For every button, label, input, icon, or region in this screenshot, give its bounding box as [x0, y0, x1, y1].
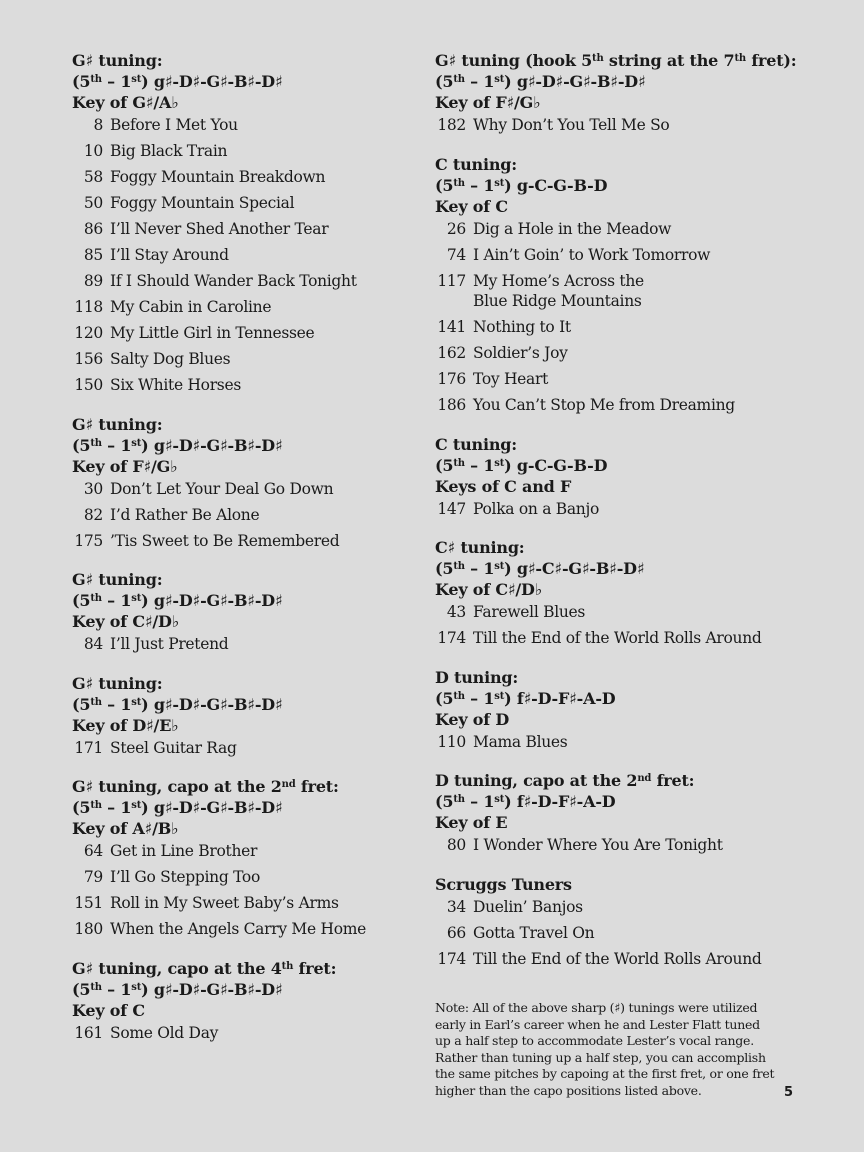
song-title: I Ain’t Goin’ to Work Tomorrow	[473, 245, 711, 264]
tuning-section	[72, 958, 412, 1044]
song-title: Six White Horses	[110, 376, 241, 394]
heading-text: – 1	[101, 798, 132, 817]
heading-text: (5	[72, 979, 91, 999]
song-title: Some Old Day	[110, 1023, 219, 1042]
song-title: Steel Guitar Rag	[110, 738, 237, 757]
song-page-number: 117	[437, 271, 466, 290]
heading-text: Key of C	[435, 196, 508, 216]
heading-text: (5	[435, 72, 454, 91]
song-title: I’ll Go Stepping Too	[110, 868, 260, 886]
song-title: Foggy Mountain Breakdown	[110, 168, 326, 186]
ordinal-suffix: th	[281, 960, 294, 972]
song-page-number: 30	[83, 479, 103, 498]
heading-text: ) f♯-D-F♯-A-D	[504, 688, 616, 708]
ordinal-suffix: st	[131, 74, 142, 85]
ordinal-suffix: st	[494, 690, 505, 702]
song-list	[72, 1023, 412, 1044]
song-entry	[435, 115, 795, 136]
heading-text: G♯ tuning, capo at the 2	[72, 777, 282, 796]
song-page-number: 141	[437, 318, 466, 336]
heading-text: Scruggs Tuners	[435, 874, 572, 894]
heading-text: Key of C	[72, 1000, 145, 1020]
song-title: Mama Blues	[473, 732, 568, 751]
heading-text: (5	[435, 688, 454, 708]
tuning-heading-line	[72, 715, 412, 736]
song-page-number: 162	[437, 344, 466, 362]
heading-text: (5	[435, 559, 454, 578]
song-page-number: 176	[437, 370, 466, 388]
heading-text: G♯ tuning:	[72, 414, 163, 434]
ordinal-suffix: th	[734, 53, 746, 64]
song-title: Foggy Mountain Special	[110, 194, 295, 212]
tuning-section	[435, 770, 795, 856]
song-page-number: 84	[83, 635, 103, 653]
heading-text: Keys of C and F	[435, 476, 572, 496]
tuning-heading-line	[435, 812, 795, 833]
song-list	[72, 841, 412, 940]
heading-text: G♯ tuning, capo at the 4	[72, 958, 282, 978]
heading-text: Key of E	[435, 813, 508, 832]
tuning-section	[435, 434, 795, 520]
song-title: ’Tis Sweet to Be Remembered	[110, 531, 340, 550]
heading-text: – 1	[101, 435, 132, 455]
song-entry	[72, 349, 412, 370]
heading-text: G♯ tuning:	[72, 673, 163, 693]
song-title: Till the End of the World Rolls Around	[473, 949, 762, 968]
heading-text: (5	[72, 435, 91, 455]
song-page-number: 171	[74, 738, 103, 757]
tuning-heading-line	[72, 92, 412, 113]
song-title: Gotta Travel On	[473, 923, 595, 942]
song-list	[435, 499, 795, 520]
song-entry	[72, 867, 412, 888]
song-page-number: 26	[446, 219, 466, 238]
ordinal-suffix: st	[131, 800, 142, 811]
ordinal-suffix: th	[453, 690, 465, 702]
song-page-number: 182	[437, 116, 466, 134]
song-entry	[72, 375, 412, 396]
ordinal-suffix: th	[453, 177, 465, 189]
tuning-heading-line	[435, 455, 795, 476]
tuning-section	[72, 776, 412, 940]
tuning-heading-line	[72, 673, 412, 694]
song-entry	[72, 919, 412, 940]
song-list	[72, 479, 412, 552]
tuning-heading-line	[72, 414, 412, 435]
tuning-heading-line	[435, 791, 795, 812]
song-title: I’d Rather Be Alone	[110, 505, 260, 524]
ordinal-suffix: st	[131, 437, 142, 449]
heading-text: Key of F♯/G♭	[72, 456, 178, 476]
song-entry	[435, 732, 795, 753]
tuning-heading-line	[435, 688, 795, 709]
heading-text: (5	[72, 72, 91, 91]
song-entry	[72, 893, 412, 914]
song-title: Dig a Hole in the Meadow	[473, 219, 672, 238]
ordinal-suffix: st	[494, 794, 505, 805]
song-list	[72, 738, 412, 759]
ordinal-suffix: th	[453, 74, 465, 85]
tuning-heading-line	[435, 579, 795, 600]
ordinal-suffix: st	[131, 696, 142, 708]
song-entry	[72, 531, 412, 552]
song-title: When the Angels Carry Me Home	[110, 920, 367, 938]
heading-text: Key of D	[435, 709, 510, 729]
heading-text: C tuning:	[435, 154, 517, 174]
song-entry	[435, 271, 795, 312]
ordinal-suffix: st	[494, 561, 505, 572]
tuning-heading-line	[435, 434, 795, 455]
tuning-heading-line	[72, 611, 412, 632]
song-page-number: 120	[74, 324, 103, 342]
song-entry	[435, 369, 795, 390]
song-title: Till the End of the World Rolls Around	[473, 629, 762, 647]
tuning-heading-line	[72, 1000, 412, 1021]
heading-text: – 1	[101, 694, 132, 714]
tuning-section	[435, 537, 795, 649]
song-page-number: 186	[437, 396, 466, 414]
ordinal-suffix: th	[90, 981, 102, 993]
song-title: If I Should Wander Back Tonight	[110, 272, 357, 290]
tuning-heading-line	[72, 590, 412, 611]
song-list	[435, 219, 795, 416]
tuning-heading-line	[72, 818, 412, 839]
song-title: I Wonder Where You Are Tonight	[473, 836, 723, 854]
song-entry	[435, 499, 795, 520]
song-entry	[72, 634, 412, 655]
tuning-heading-line	[72, 50, 412, 71]
song-entry	[435, 219, 795, 240]
heading-text: ) g♯-D♯-G♯-B♯-D♯	[504, 72, 646, 91]
song-page-number: 150	[74, 376, 103, 394]
ordinal-suffix: th	[90, 800, 102, 811]
song-title: Nothing to It	[473, 318, 571, 336]
heading-text: fret:	[293, 958, 337, 978]
song-page-number: 82	[83, 505, 103, 524]
song-page-number: 89	[83, 272, 103, 290]
song-page-number: 34	[446, 897, 466, 916]
song-entry	[72, 323, 412, 344]
tuning-heading-line	[435, 196, 795, 217]
song-entry	[72, 505, 412, 526]
song-entry	[72, 115, 412, 136]
song-page-number: 156	[74, 350, 103, 368]
page-number: 5	[784, 1085, 794, 1100]
ordinal-suffix: th	[592, 53, 604, 64]
heading-text: D tuning:	[435, 667, 519, 687]
heading-text: Key of C♯/D♭	[72, 612, 180, 631]
heading-text: G♯ tuning (hook 5	[435, 51, 593, 70]
song-entry	[435, 897, 795, 918]
song-page-number: 180	[74, 920, 103, 938]
heading-text: ) g-C-G-B-D	[504, 455, 608, 475]
tuning-heading-line	[72, 776, 412, 797]
song-entry	[435, 628, 795, 649]
song-title: Why Don’t You Tell Me So	[473, 116, 670, 134]
tuning-heading-line	[435, 558, 795, 579]
song-page-number: 86	[83, 220, 103, 238]
tuning-section	[72, 673, 412, 759]
tuning-section	[72, 569, 412, 655]
ordinal-suffix: st	[494, 74, 505, 85]
song-entry	[72, 297, 412, 318]
song-page-number: 175	[74, 531, 103, 550]
tuning-section	[72, 50, 412, 396]
song-entry	[72, 841, 412, 862]
tuning-heading-line	[435, 537, 795, 558]
song-entry	[72, 271, 412, 292]
tuning-heading-line	[435, 175, 795, 196]
heading-text: (5	[72, 694, 91, 714]
tuning-note: Note: All of the above sharp (♯) tunings were utilized early in Earl’s career when he and Lester Flatt tuned up a half step to accommodate Lester’s vocal range. Rather than tuning up a half step, you can accomplish the same pitches by capoing at the first fret, or one fret higher than the capo positions listed above.	[435, 1000, 775, 1098]
heading-text: – 1	[101, 591, 132, 610]
heading-text: Key of C♯/D♭	[435, 580, 543, 599]
song-entry	[72, 245, 412, 266]
ordinal-suffix: nd	[637, 773, 652, 784]
heading-text: ) g♯-D♯-G♯-B♯-D♯	[141, 435, 283, 455]
song-page-number: 43	[446, 603, 466, 621]
song-title: Polka on a Banjo	[473, 499, 600, 518]
tuning-heading-line	[72, 71, 412, 92]
heading-text: ) g♯-D♯-G♯-B♯-D♯	[141, 798, 283, 817]
tuning-section	[435, 50, 795, 136]
song-title: Before I Met You	[110, 116, 238, 134]
heading-text: C♯ tuning:	[435, 538, 525, 557]
tuning-heading-line	[435, 476, 795, 497]
song-title: My Cabin in Caroline	[110, 298, 272, 316]
song-title: Farewell Blues	[473, 603, 586, 621]
heading-text: – 1	[464, 688, 495, 708]
heading-text: – 1	[464, 175, 495, 195]
heading-text: (5	[435, 455, 454, 475]
heading-text: G♯ tuning:	[72, 570, 163, 589]
tuning-section	[435, 154, 795, 416]
heading-text: ) g♯-D♯-G♯-B♯-D♯	[141, 979, 283, 999]
heading-text: – 1	[464, 792, 495, 811]
song-list	[72, 115, 412, 396]
song-page-number: 118	[74, 298, 103, 316]
tuning-heading-line	[435, 71, 795, 92]
song-title: Soldier’s Joy	[473, 344, 568, 362]
heading-text: fret:	[295, 777, 339, 796]
song-page-number: 79	[83, 868, 103, 886]
ordinal-suffix: nd	[281, 779, 296, 790]
song-page-number: 110	[437, 732, 466, 751]
ordinal-suffix: th	[453, 794, 465, 805]
tuning-heading-line	[435, 709, 795, 730]
song-title: Roll in My Sweet Baby’s Arms	[110, 894, 339, 912]
ordinal-suffix: th	[90, 593, 102, 604]
song-title: Duelin’ Banjos	[473, 897, 583, 916]
heading-text: Key of G♯/A♭	[72, 93, 179, 112]
song-page-number: 161	[74, 1023, 103, 1042]
tuning-heading-line	[72, 569, 412, 590]
heading-text: Key of A♯/B♭	[72, 819, 179, 838]
song-list	[435, 602, 795, 649]
ordinal-suffix: th	[90, 696, 102, 708]
heading-text: ) f♯-D-F♯-A-D	[504, 792, 616, 811]
song-page-number: 151	[74, 894, 103, 912]
song-entry	[72, 1023, 412, 1044]
song-page-number: 174	[437, 949, 466, 968]
heading-text: – 1	[464, 72, 495, 91]
song-page-number: 174	[437, 629, 466, 647]
heading-text: – 1	[101, 979, 132, 999]
song-entry	[72, 479, 412, 500]
song-entry	[435, 923, 795, 944]
heading-text: G♯ tuning:	[72, 51, 163, 70]
tuning-heading-line	[435, 92, 795, 113]
ordinal-suffix: th	[90, 437, 102, 449]
heading-text: fret):	[745, 51, 797, 70]
song-entry	[435, 835, 795, 856]
song-title: My Little Girl in Tennessee	[110, 324, 315, 342]
heading-text: (5	[72, 798, 91, 817]
song-list	[435, 115, 795, 136]
song-entry	[72, 219, 412, 240]
ordinal-suffix: st	[494, 457, 505, 469]
ordinal-suffix: th	[453, 457, 465, 469]
tuning-section	[72, 414, 412, 552]
heading-text: Key of F♯/G♭	[435, 93, 541, 112]
heading-text: C tuning:	[435, 434, 517, 454]
song-list	[435, 835, 795, 856]
song-title: Don’t Let Your Deal Go Down	[110, 479, 334, 498]
song-entry	[435, 395, 795, 416]
song-page-number: 147	[437, 499, 466, 518]
song-title: I’ll Never Shed Another Tear	[110, 220, 329, 238]
song-title: You Can’t Stop Me from Dreaming	[473, 396, 735, 414]
heading-text: string at the 7	[603, 51, 735, 70]
song-title: Big Black Train	[110, 142, 228, 160]
tuning-heading-line	[435, 874, 795, 895]
song-page-number: 74	[446, 245, 466, 264]
song-entry	[435, 602, 795, 623]
heading-text: Key of D♯/E♭	[72, 715, 179, 735]
tuning-section	[435, 874, 795, 970]
tuning-heading-line	[72, 456, 412, 477]
heading-text: – 1	[464, 559, 495, 578]
heading-text: (5	[435, 175, 454, 195]
song-entry	[72, 141, 412, 162]
song-title: I’ll Stay Around	[110, 246, 229, 264]
song-title: Salty Dog Blues	[110, 350, 231, 368]
tuning-section	[435, 667, 795, 753]
tuning-heading-line	[72, 797, 412, 818]
song-page-number: 80	[446, 836, 466, 854]
song-title: Toy Heart	[473, 370, 549, 388]
heading-text: D tuning, capo at the 2	[435, 771, 638, 790]
ordinal-suffix: th	[90, 74, 102, 85]
heading-text: fret:	[651, 771, 695, 790]
ordinal-suffix: st	[131, 593, 142, 604]
heading-text: – 1	[101, 72, 132, 91]
song-list	[435, 732, 795, 753]
tuning-heading-line	[72, 694, 412, 715]
song-page-number: 58	[83, 168, 103, 186]
song-page-number: 50	[83, 194, 103, 212]
song-title: Get in Line Brother	[110, 842, 258, 860]
left-column	[72, 50, 412, 1061]
song-entry	[72, 193, 412, 214]
heading-text: (5	[435, 792, 454, 811]
tuning-heading-line	[435, 667, 795, 688]
tuning-heading-line	[435, 770, 795, 791]
ordinal-suffix: st	[131, 981, 142, 993]
tuning-heading-line	[72, 435, 412, 456]
heading-text: ) g-C-G-B-D	[504, 175, 608, 195]
song-page-number: 66	[446, 923, 466, 942]
song-title: My Home’s Across the Blue Ridge Mountains	[473, 271, 644, 310]
heading-text: ) g♯-D♯-G♯-B♯-D♯	[141, 72, 283, 91]
song-entry	[72, 738, 412, 759]
song-entry	[72, 167, 412, 188]
song-page-number: 8	[93, 116, 103, 134]
song-page-number: 64	[83, 842, 103, 860]
song-entry	[435, 343, 795, 364]
ordinal-suffix: st	[494, 177, 505, 189]
song-entry	[435, 949, 795, 970]
heading-text: – 1	[464, 455, 495, 475]
tuning-heading-line	[72, 958, 412, 979]
heading-text: ) g♯-D♯-G♯-B♯-D♯	[141, 591, 283, 610]
song-title: I’ll Just Pretend	[110, 635, 229, 653]
tuning-heading-line	[435, 154, 795, 175]
heading-text: ) g♯-C♯-G♯-B♯-D♯	[504, 559, 645, 578]
song-entry	[435, 245, 795, 266]
song-page-number: 10	[83, 142, 103, 160]
ordinal-suffix: th	[453, 561, 465, 572]
tuning-heading-line	[72, 979, 412, 1000]
song-list	[72, 634, 412, 655]
heading-text: (5	[72, 591, 91, 610]
song-page-number: 85	[83, 246, 103, 264]
right-column	[435, 50, 795, 987]
tuning-heading-line	[435, 50, 795, 71]
song-entry	[435, 317, 795, 338]
song-list	[435, 897, 795, 970]
heading-text: ) g♯-D♯-G♯-B♯-D♯	[141, 694, 283, 714]
